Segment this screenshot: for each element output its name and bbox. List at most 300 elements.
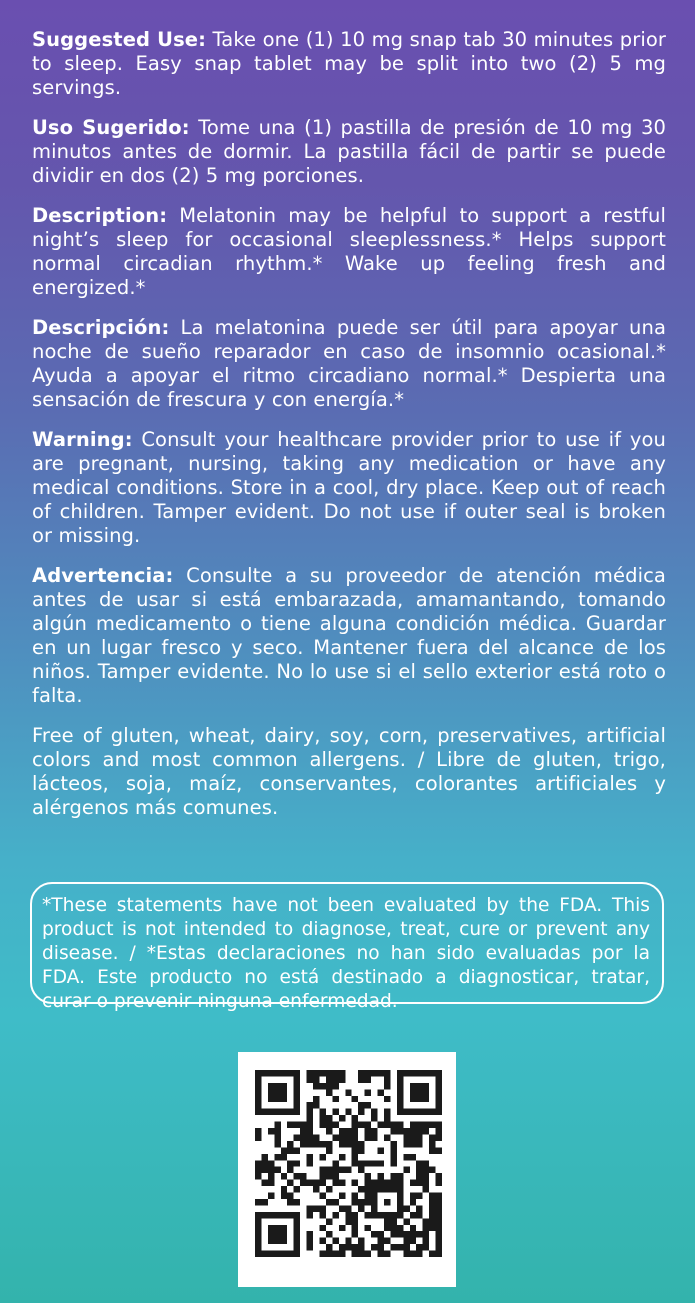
qr-module	[274, 1251, 280, 1257]
qr-module	[384, 1096, 390, 1102]
qr-module	[352, 1128, 358, 1134]
qr-module	[416, 1173, 422, 1179]
qr-module	[365, 1225, 371, 1231]
qr-module	[268, 1251, 274, 1257]
qr-module	[339, 1128, 345, 1134]
qr-module	[358, 1199, 364, 1205]
qr-module	[307, 1076, 313, 1082]
qr-module	[352, 1141, 358, 1147]
qr-module	[436, 1147, 442, 1153]
qr-module	[365, 1173, 371, 1179]
qr-module	[287, 1180, 293, 1186]
qr-module	[371, 1199, 377, 1205]
qr-module	[255, 1218, 261, 1224]
qr-module	[261, 1167, 267, 1173]
qr-module	[339, 1225, 345, 1231]
qr-module	[255, 1076, 261, 1082]
qr-module	[313, 1083, 319, 1089]
qr-module	[268, 1070, 274, 1076]
qr-module	[371, 1212, 377, 1218]
qr-module	[319, 1193, 325, 1199]
qr-module	[352, 1251, 358, 1257]
qr-module	[403, 1244, 409, 1250]
qr-module	[319, 1141, 325, 1147]
qr-module	[268, 1193, 274, 1199]
qr-module	[436, 1128, 442, 1134]
qr-module	[429, 1147, 435, 1153]
qr-module	[345, 1167, 351, 1173]
qr-module	[287, 1070, 293, 1076]
qr-module	[352, 1160, 358, 1166]
qr-module	[429, 1251, 435, 1257]
qr-module	[403, 1109, 409, 1115]
qr-module	[390, 1180, 396, 1186]
qr-module	[410, 1238, 416, 1244]
suggested-use-text: Take one (1) 10 mg snap tab 30 minutes prior to sleep. Easy snap tablet may be split into two (2) 5 mg servings.	[32, 28, 666, 99]
qr-module	[352, 1225, 358, 1231]
qr-module	[384, 1070, 390, 1076]
qr-module	[423, 1160, 429, 1166]
qr-module	[436, 1212, 442, 1218]
qr-module	[281, 1096, 287, 1102]
qr-module	[307, 1134, 313, 1140]
qr-module	[332, 1096, 338, 1102]
qr-module	[378, 1231, 384, 1237]
qr-module	[384, 1186, 390, 1192]
qr-module	[423, 1173, 429, 1179]
qr-module	[384, 1083, 390, 1089]
qr-module	[294, 1076, 300, 1082]
qr-module	[378, 1251, 384, 1257]
qr-module	[423, 1225, 429, 1231]
qr-module	[410, 1134, 416, 1140]
qr-module	[307, 1160, 313, 1166]
qr-module	[268, 1083, 274, 1089]
qr-module	[332, 1076, 338, 1082]
qr-module	[423, 1109, 429, 1115]
qr-module	[339, 1193, 345, 1199]
qr-module	[255, 1134, 261, 1140]
qr-module	[339, 1180, 345, 1186]
qr-module	[436, 1173, 442, 1179]
qr-module	[281, 1070, 287, 1076]
qr-module	[410, 1193, 416, 1199]
qr-module	[416, 1109, 422, 1115]
qr-module	[365, 1076, 371, 1082]
qr-module	[319, 1225, 325, 1231]
qr-module	[378, 1147, 384, 1153]
qr-module	[371, 1134, 377, 1140]
warning-label: Warning:	[32, 428, 133, 451]
qr-module	[300, 1180, 306, 1186]
qr-module	[416, 1205, 422, 1211]
qr-module	[345, 1089, 351, 1095]
qr-module	[326, 1186, 332, 1192]
qr-module	[371, 1231, 377, 1237]
qr-module	[378, 1244, 384, 1250]
qr-module	[358, 1186, 364, 1192]
qr-module	[403, 1205, 409, 1211]
qr-module	[268, 1160, 274, 1166]
qr-module	[313, 1186, 319, 1192]
qr-module	[294, 1089, 300, 1095]
qr-module	[339, 1115, 345, 1121]
qr-module	[365, 1102, 371, 1108]
qr-module	[410, 1096, 416, 1102]
qr-module	[307, 1122, 313, 1128]
qr-module	[294, 1096, 300, 1102]
qr-module	[339, 1076, 345, 1082]
qr-module	[326, 1147, 332, 1153]
qr-module	[326, 1122, 332, 1128]
qr-module	[436, 1205, 442, 1211]
qr-module	[397, 1193, 403, 1199]
qr-module	[403, 1128, 409, 1134]
qr-module	[352, 1154, 358, 1160]
qr-module	[307, 1128, 313, 1134]
qr-module	[390, 1218, 396, 1224]
qr-module	[436, 1102, 442, 1108]
qr-module	[287, 1141, 293, 1147]
qr-module	[294, 1186, 300, 1192]
qr-module	[319, 1167, 325, 1173]
qr-module	[403, 1231, 409, 1237]
qr-module	[255, 1225, 261, 1231]
qr-module	[410, 1109, 416, 1115]
uso-sugerido-paragraph	[32, 116, 666, 188]
qr-module	[416, 1167, 422, 1173]
qr-module	[274, 1225, 280, 1231]
qr-module	[397, 1180, 403, 1186]
qr-module	[423, 1096, 429, 1102]
qr-module	[287, 1109, 293, 1115]
qr-module	[416, 1251, 422, 1257]
qr-module	[423, 1070, 429, 1076]
qr-module	[436, 1096, 442, 1102]
qr-module	[436, 1122, 442, 1128]
qr-module	[358, 1238, 364, 1244]
qr-module	[384, 1115, 390, 1121]
qr-module	[307, 1070, 313, 1076]
qr-module	[326, 1128, 332, 1134]
qr-module	[287, 1147, 293, 1153]
qr-module	[352, 1122, 358, 1128]
qr-module	[384, 1109, 390, 1115]
qr-module	[365, 1212, 371, 1218]
qr-module	[307, 1180, 313, 1186]
qr-module	[397, 1212, 403, 1218]
qr-module	[261, 1180, 267, 1186]
qr-module	[332, 1083, 338, 1089]
qr-module	[255, 1128, 261, 1134]
qr-module	[365, 1089, 371, 1095]
qr-module	[261, 1154, 267, 1160]
qr-module	[300, 1173, 306, 1179]
qr-module	[261, 1109, 267, 1115]
qr-module	[281, 1109, 287, 1115]
qr-module	[378, 1089, 384, 1095]
qr-module	[371, 1244, 377, 1250]
qr-module	[332, 1134, 338, 1140]
qr-code-card[interactable]	[238, 1052, 456, 1287]
qr-module	[416, 1089, 422, 1095]
qr-module	[397, 1231, 403, 1237]
qr-module	[365, 1122, 371, 1128]
qr-module	[255, 1160, 261, 1166]
qr-module	[281, 1147, 287, 1153]
qr-module	[384, 1251, 390, 1257]
qr-module	[410, 1141, 416, 1147]
qr-module	[294, 1070, 300, 1076]
qr-module	[281, 1251, 287, 1257]
qr-module	[287, 1251, 293, 1257]
qr-module	[436, 1251, 442, 1257]
qr-module	[274, 1231, 280, 1237]
qr-module	[371, 1160, 377, 1166]
qr-module	[326, 1244, 332, 1250]
qr-module	[365, 1180, 371, 1186]
qr-module	[423, 1089, 429, 1095]
qr-module	[294, 1218, 300, 1224]
qr-module	[307, 1141, 313, 1147]
qr-module	[416, 1070, 422, 1076]
qr-module	[416, 1160, 422, 1166]
qr-module	[332, 1109, 338, 1115]
qr-module	[397, 1089, 403, 1095]
qr-module	[307, 1212, 313, 1218]
qr-module	[397, 1199, 403, 1205]
qr-module	[300, 1122, 306, 1128]
qr-module	[410, 1070, 416, 1076]
qr-module	[313, 1070, 319, 1076]
qr-module	[268, 1180, 274, 1186]
qr-module	[332, 1070, 338, 1076]
qr-module	[307, 1231, 313, 1237]
qr-module	[255, 1244, 261, 1250]
qr-module	[403, 1251, 409, 1257]
qr-module	[345, 1205, 351, 1211]
qr-module	[403, 1070, 409, 1076]
qr-module	[410, 1180, 416, 1186]
qr-module	[416, 1128, 422, 1134]
qr-module	[390, 1186, 396, 1192]
qr-module	[436, 1238, 442, 1244]
qr-module	[352, 1218, 358, 1224]
qr-module	[436, 1134, 442, 1140]
qr-module	[294, 1083, 300, 1089]
qr-module	[274, 1122, 280, 1128]
qr-module	[268, 1096, 274, 1102]
qr-module	[345, 1218, 351, 1224]
qr-module	[416, 1193, 422, 1199]
qr-module	[281, 1231, 287, 1237]
qr-module	[287, 1160, 293, 1166]
qr-module	[371, 1128, 377, 1134]
qr-module	[390, 1173, 396, 1179]
qr-module	[410, 1083, 416, 1089]
qr-module	[313, 1205, 319, 1211]
qr-module	[390, 1141, 396, 1147]
qr-module	[294, 1251, 300, 1257]
qr-module	[384, 1122, 390, 1128]
qr-module	[274, 1238, 280, 1244]
warning-text: Consult your healthcare provider prior to use if you are pregnant, nursing, taking any medication or have any medical conditions. Store in a cool, dry place. Keep out of reach of children. Tamper evident. Do not use if outer seal is broken or missing.	[32, 428, 666, 547]
qr-module	[371, 1180, 377, 1186]
qr-module	[358, 1109, 364, 1115]
qr-module	[384, 1076, 390, 1082]
qr-module	[294, 1212, 300, 1218]
qr-module	[268, 1225, 274, 1231]
descripcion-paragraph	[32, 316, 666, 412]
qr-module	[326, 1218, 332, 1224]
qr-module	[429, 1122, 435, 1128]
qr-module	[378, 1238, 384, 1244]
qr-module	[261, 1251, 267, 1257]
qr-module	[268, 1238, 274, 1244]
qr-module	[390, 1122, 396, 1128]
qr-module	[345, 1109, 351, 1115]
qr-module	[397, 1109, 403, 1115]
qr-module	[397, 1102, 403, 1108]
qr-module	[358, 1167, 364, 1173]
qr-module	[429, 1134, 435, 1140]
qr-module	[358, 1102, 364, 1108]
uso-sugerido-label: Uso Sugerido:	[32, 116, 190, 139]
qr-module	[255, 1109, 261, 1115]
qr-module	[326, 1173, 332, 1179]
qr-module	[436, 1109, 442, 1115]
qr-module	[332, 1180, 338, 1186]
qr-module	[358, 1070, 364, 1076]
qr-module	[423, 1128, 429, 1134]
qr-module	[339, 1167, 345, 1173]
fda-disclaimer-box	[30, 882, 664, 1012]
qr-module	[429, 1218, 435, 1224]
qr-module	[390, 1147, 396, 1153]
qr-module	[345, 1128, 351, 1134]
qr-module	[255, 1102, 261, 1108]
qr-module	[429, 1225, 435, 1231]
qr-module	[319, 1109, 325, 1115]
qr-module	[429, 1212, 435, 1218]
qr-module	[287, 1212, 293, 1218]
qr-module	[255, 1167, 261, 1173]
qr-module	[332, 1160, 338, 1166]
qr-module	[274, 1109, 280, 1115]
qr-module	[313, 1141, 319, 1147]
qr-module	[358, 1205, 364, 1211]
qr-module	[384, 1212, 390, 1218]
qr-module	[410, 1089, 416, 1095]
qr-module	[268, 1173, 274, 1179]
qr-module	[339, 1205, 345, 1211]
qr-module	[429, 1167, 435, 1173]
qr-module	[416, 1122, 422, 1128]
qr-module	[352, 1212, 358, 1218]
qr-module	[390, 1128, 396, 1134]
qr-module	[436, 1199, 442, 1205]
qr-module	[384, 1180, 390, 1186]
qr-module	[436, 1180, 442, 1186]
qr-module	[436, 1083, 442, 1089]
qr-module	[268, 1212, 274, 1218]
qr-module	[352, 1231, 358, 1237]
qr-module	[255, 1083, 261, 1089]
qr-module	[352, 1193, 358, 1199]
qr-module	[274, 1128, 280, 1134]
qr-module	[281, 1083, 287, 1089]
qr-module	[313, 1134, 319, 1140]
qr-module	[436, 1218, 442, 1224]
warning-paragraph	[32, 428, 666, 548]
qr-module	[403, 1167, 409, 1173]
qr-module	[365, 1160, 371, 1166]
qr-module	[255, 1231, 261, 1237]
qr-module	[332, 1251, 338, 1257]
qr-module	[378, 1180, 384, 1186]
qr-module	[358, 1147, 364, 1153]
qr-module	[390, 1154, 396, 1160]
qr-module	[352, 1180, 358, 1186]
uso-sugerido-text: Tome una (1) pastilla de presión de 10 mg 30 minutos antes de dormir. La pastilla fácil de partir se puede dividir en dos (2) 5 mg porciones.	[32, 116, 666, 187]
qr-module	[268, 1128, 274, 1134]
qr-module	[319, 1070, 325, 1076]
qr-module	[300, 1128, 306, 1134]
qr-module	[287, 1199, 293, 1205]
qr-module	[294, 1238, 300, 1244]
qr-module	[294, 1225, 300, 1231]
qr-module	[390, 1160, 396, 1166]
qr-module	[307, 1238, 313, 1244]
qr-module	[294, 1122, 300, 1128]
qr-module	[352, 1115, 358, 1121]
qr-module	[403, 1154, 409, 1160]
qr-module	[358, 1122, 364, 1128]
qr-module	[429, 1193, 435, 1199]
qr-module	[307, 1102, 313, 1108]
qr-module	[255, 1199, 261, 1205]
qr-module	[384, 1238, 390, 1244]
qr-module	[326, 1199, 332, 1205]
qr-module	[416, 1083, 422, 1089]
qr-module	[378, 1070, 384, 1076]
qr-module	[326, 1141, 332, 1147]
qr-module	[390, 1231, 396, 1237]
qr-module	[371, 1115, 377, 1121]
qr-module	[365, 1128, 371, 1134]
qr-module	[365, 1251, 371, 1257]
qr-module	[390, 1212, 396, 1218]
descripcion-label: Descripción:	[32, 316, 170, 339]
qr-module	[416, 1141, 422, 1147]
qr-module	[384, 1225, 390, 1231]
qr-module	[436, 1076, 442, 1082]
qr-module	[319, 1154, 325, 1160]
qr-module	[397, 1122, 403, 1128]
qr-module	[410, 1122, 416, 1128]
suggested-use-paragraph	[32, 28, 666, 100]
advertencia-text: Consulte a su proveedor de atención médica antes de usar si está embarazada, amamantando, tomando algún medicamento o tiene alguna condición médica. Guardar en un lugar fresco y seco. Mantener fuera del alcance de los niños. Tamper evidente. No lo use si el sello exterior está roto o falta.	[32, 564, 666, 707]
qr-module	[332, 1167, 338, 1173]
qr-module	[365, 1199, 371, 1205]
fda-disclaimer-text: *These statements have not been evaluated by the FDA. This product is not intended to diagnose, treat, cure or prevent any disease. / *Estas declaraciones no han sido evaluadas por la FDA. Este producto no está destinado a diagnosticar, tratar, curar o prevenir ninguna enfermedad.	[42, 895, 650, 1012]
qr-module	[326, 1083, 332, 1089]
qr-module	[416, 1134, 422, 1140]
qr-module	[365, 1070, 371, 1076]
qr-module	[261, 1070, 267, 1076]
qr-module	[397, 1076, 403, 1082]
qr-module	[319, 1173, 325, 1179]
